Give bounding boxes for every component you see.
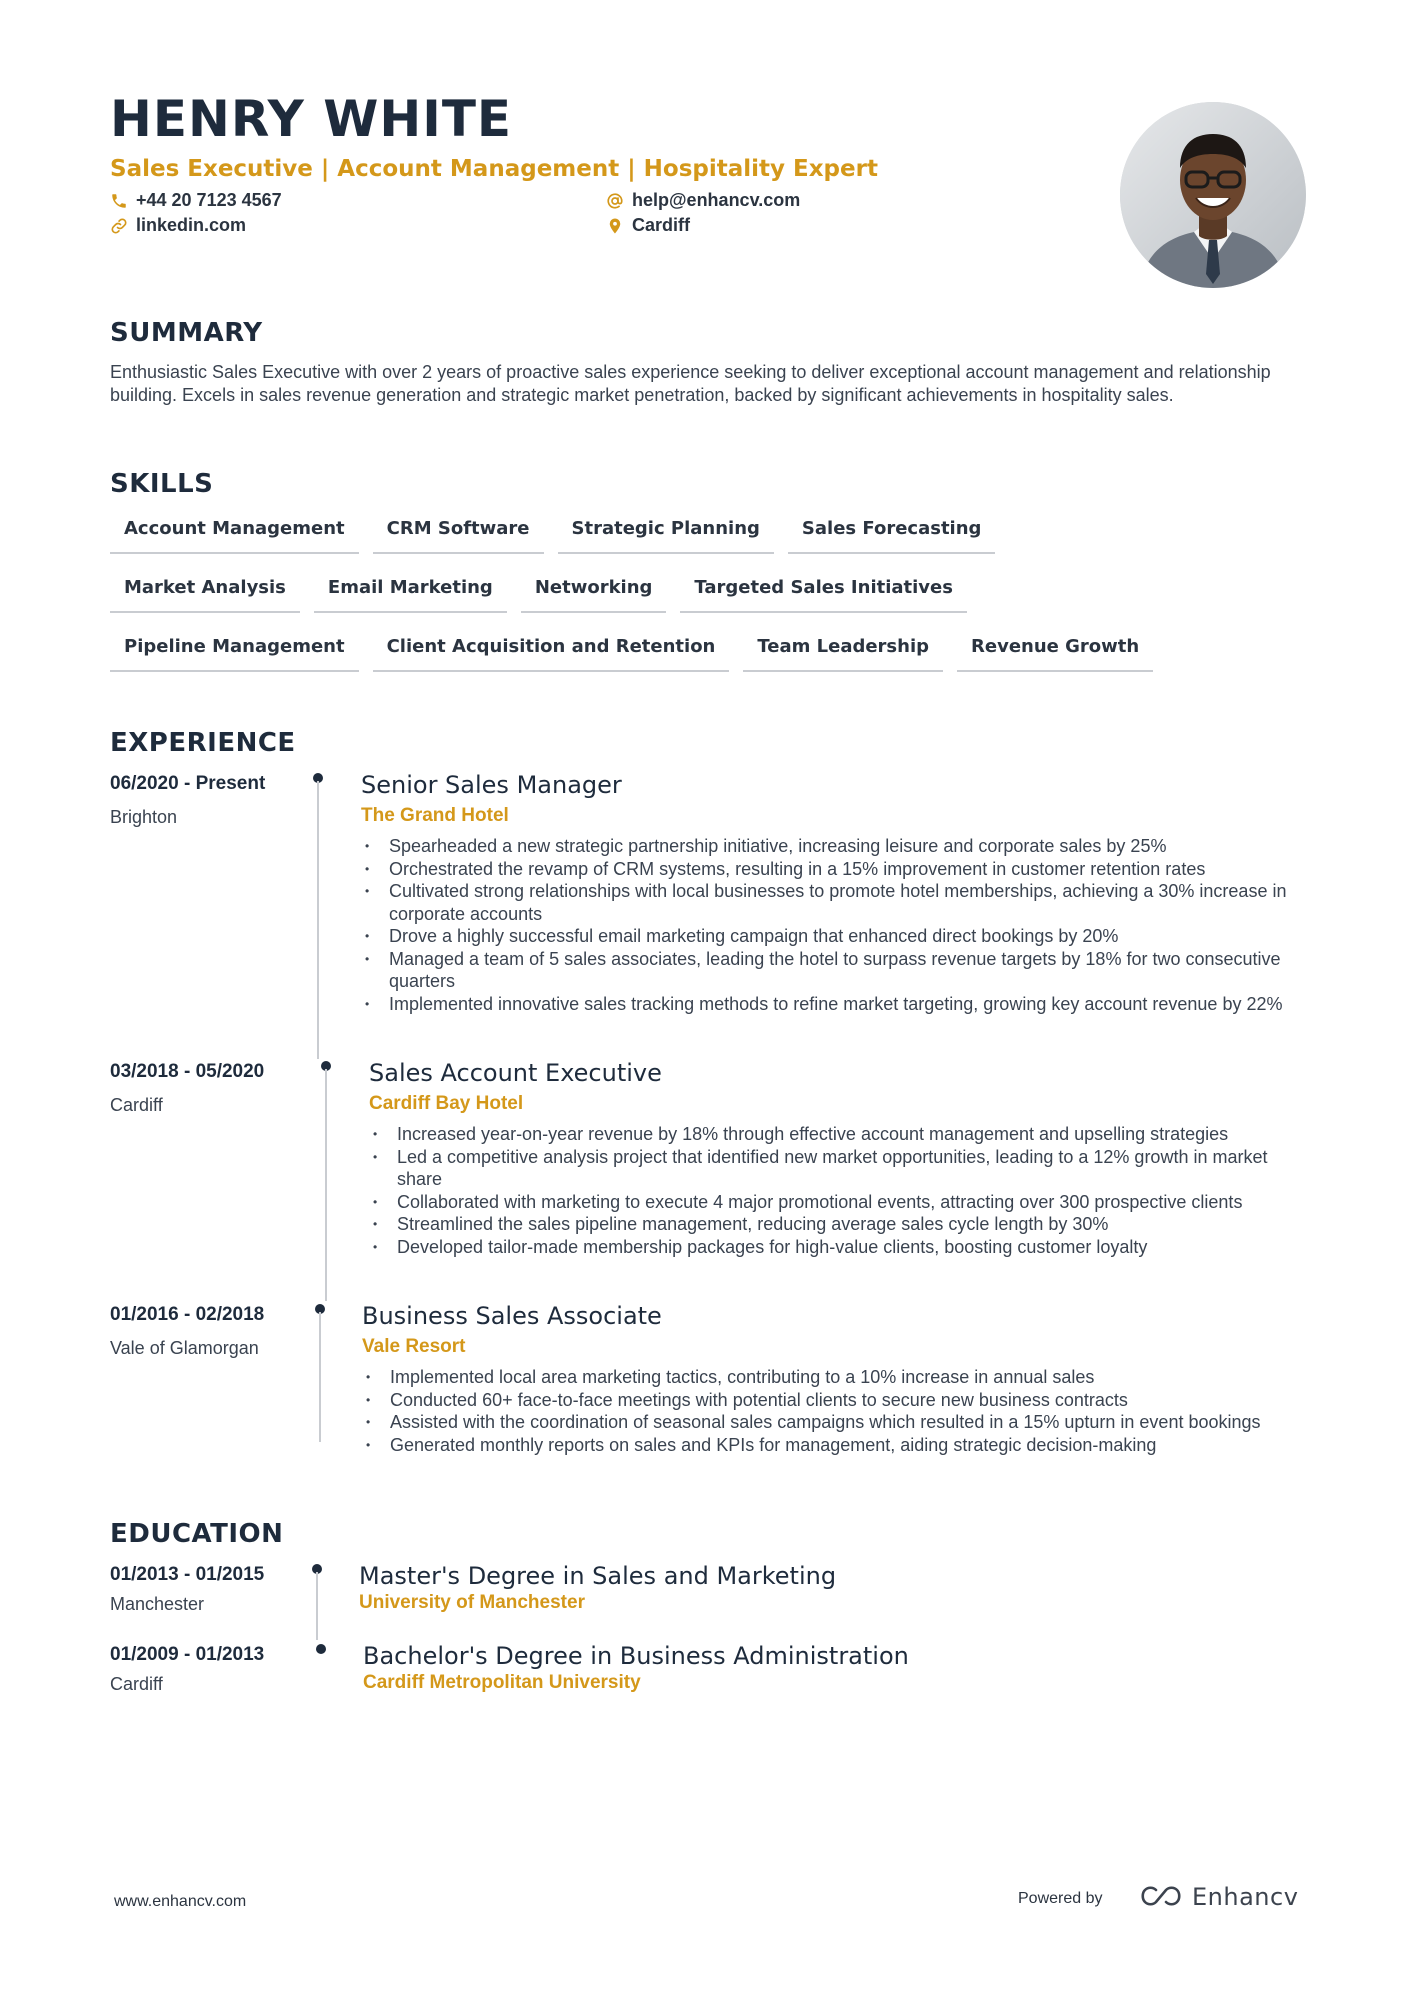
bullet-item: • Managed a team of 5 sales associates, leading the hotel to surpass revenue targets by 18% for two consecutive quarters [361,948,1291,993]
bullet-item: • Implemented innovative sales tracking methods to refine market targeting, growing key account revenue by 22% [361,993,1291,1016]
skill-tag: Targeted Sales Initiatives [680,567,967,613]
location-pin-icon [606,217,624,235]
link-icon [110,217,128,235]
bullet-item: • Collaborated with marketing to execute 4 major promotional events, attracting over 300 prospective clients [369,1191,1299,1214]
bullet-item: • Orchestrated the revamp of CRM systems, resulting in a 15% improvement in customer retention rates [361,858,1291,881]
bullet-item: • Generated monthly reports on sales and KPIs for management, aiding strategic decision-making [362,1434,1292,1457]
experience-location: Brighton [110,807,178,827]
skill-tag: Team Leadership [743,626,943,672]
skill-tag: CRM Software [373,508,544,554]
contact-linkedin[interactable] [110,215,246,236]
education-location: Manchester [110,1594,205,1614]
skill-tag: Networking [521,567,667,613]
bullet-item: • Spearheaded a new strategic partnership initiative, increasing leisure and corporate sales by 25% [361,835,1291,858]
bullet-item: • Increased year-on-year revenue by 18% through effective account management and upselling strategies [369,1123,1299,1146]
skill-tag: Email Marketing [314,567,507,613]
education-degree: Bachelor's Degree in Business Administration [363,1642,909,1670]
experience-location: Vale of Glamorgan [110,1338,259,1358]
profile-photo [1120,102,1306,288]
bullet-item: • Led a competitive analysis project that identified new market opportunities, leading to a 12% growth in market share [369,1146,1299,1191]
experience-dates: 01/2016 - 02/2018 [110,1304,265,1325]
experience-company: Vale Resort [362,1336,466,1357]
contact-location [606,215,690,236]
timeline-line [316,1572,318,1640]
location-text: Cardiff [632,215,690,235]
bullet-item: • Streamlined the sales pipeline management, reducing average sales cycle length by 30% [369,1213,1299,1236]
summary-heading: SUMMARY [110,318,263,348]
bullet-item: • Cultivated strong relationships with local businesses to promote hotel memberships, achieving a 30% increase in corporate accounts [361,880,1291,925]
education-school: University of Manchester [359,1592,585,1613]
timeline-line [317,781,319,1059]
skills-heading: SKILLS [110,469,214,499]
skill-tag: Pipeline Management [110,626,359,672]
enhancv-logo[interactable] [1136,1883,1298,1911]
education-heading: EDUCATION [110,1519,284,1549]
experience-bullets [369,1123,1299,1258]
bullet-item: • Assisted with the coordination of seasonal sales campaigns which resulted in a 15% upturn in event bookings [362,1411,1292,1434]
experience-dates: 03/2018 - 05/2020 [110,1061,265,1082]
experience-role: Business Sales Associate [362,1302,662,1330]
contact-phone [110,190,282,211]
experience-location: Cardiff [110,1095,163,1115]
skill-tag: Strategic Planning [558,508,774,554]
experience-bullets [362,1366,1292,1456]
experience-role: Senior Sales Manager [361,771,622,799]
experience-heading: EXPERIENCE [110,728,296,758]
education-school: Cardiff Metropolitan University [363,1672,641,1693]
powered-by-label: Powered by [1018,1890,1103,1907]
enhancv-logo-text: Enhancv [1192,1883,1299,1911]
experience-company: Cardiff Bay Hotel [369,1093,524,1114]
phone-text: +44 20 7123 4567 [136,190,282,210]
skill-tag: Sales Forecasting [788,508,996,554]
experience-bullets [361,835,1291,1015]
bullet-item: • Developed tailor-made membership packages for high-value clients, boosting customer loyalty [369,1236,1299,1259]
experience-role: Sales Account Executive [369,1059,662,1087]
education-degree: Master's Degree in Sales and Marketing [359,1562,837,1590]
candidate-headline: Sales Executive | Account Management | Hospitality Expert [110,156,878,182]
bullet-item: • Drove a highly successful email marketing campaign that enhanced direct bookings by 20% [361,925,1291,948]
skill-tag: Account Management [110,508,359,554]
timeline-line [325,1069,327,1301]
email-text: help@enhancv.com [632,190,801,210]
skill-tag: Client Acquisition and Retention [373,626,730,672]
education-dates: 01/2009 - 01/2013 [110,1644,265,1665]
at-sign-icon [606,192,624,210]
linkedin-text: linkedin.com [136,215,247,235]
contact-email[interactable] [606,190,800,211]
enhancv-logo-icon [1136,1884,1184,1910]
footer-url[interactable]: www.enhancv.com [114,1893,247,1910]
education-dates: 01/2013 - 01/2015 [110,1564,265,1585]
skill-tag: Revenue Growth [957,626,1153,672]
bullet-item: • Conducted 60+ face-to-face meetings with potential clients to secure new business contracts [362,1389,1292,1412]
skill-tag: Market Analysis [110,567,300,613]
timeline-line [319,1312,321,1442]
experience-company: The Grand Hotel [361,805,509,826]
summary-text: Enthusiastic Sales Executive with over 2 years of proactive sales experience seeking to deliver exceptional account management and relationship building. Excels in sales revenue generation and strategic market penetration, backed by significant achievements in hospitality sales. [110,362,1271,405]
education-location: Cardiff [110,1674,163,1694]
bullet-item: • Implemented local area marketing tactics, contributing to a 10% increase in annual sales [362,1366,1292,1389]
timeline-dot [316,1644,326,1654]
phone-icon [110,192,128,210]
candidate-name: HENRY WHITE [110,90,513,148]
skills-list [110,508,1170,672]
experience-dates: 06/2020 - Present [110,773,266,794]
